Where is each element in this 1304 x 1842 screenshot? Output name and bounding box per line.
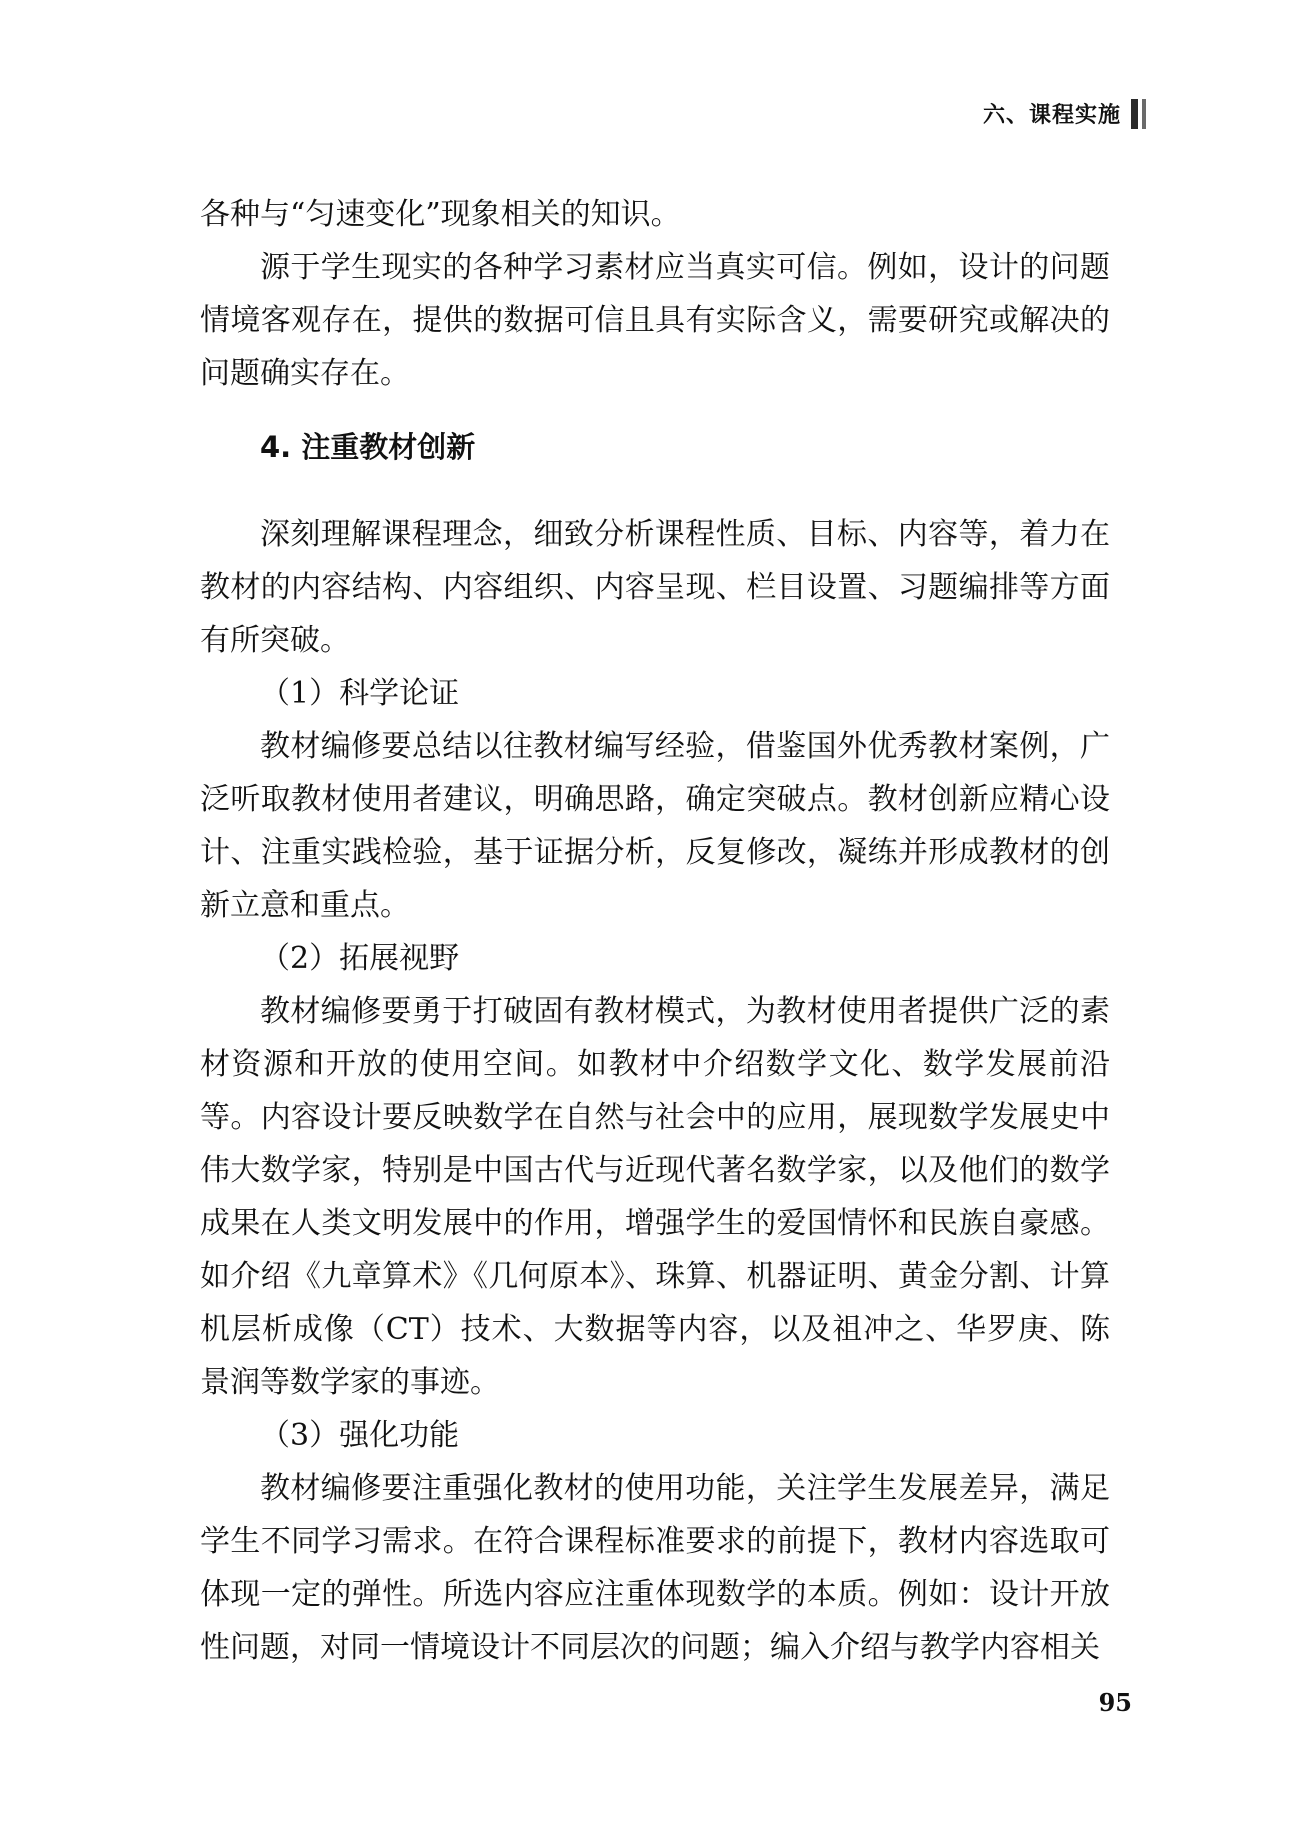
- subheading-broaden-horizons: （2）拓展视野: [260, 941, 460, 976]
- subheading-strengthen-function: （3）强化功能: [260, 1418, 460, 1453]
- paragraph-innovation-intro: 深刻理解课程理念，细致分析课程性质、目标、内容等，着力在教材的内容结构、内容组织、内容呈现、栏目设置、习题编排等方面有所突破。: [200, 517, 1110, 658]
- paragraph-continuation: 各种与“匀速变化”现象相关的知识。: [200, 197, 681, 232]
- running-head: [983, 98, 1146, 129]
- head-bar-thin: [1142, 99, 1146, 129]
- running-head-bars-decoration: [1131, 99, 1146, 129]
- page-number: 95: [1098, 1688, 1132, 1717]
- page-body: [200, 188, 1110, 1674]
- paragraph-learning-materials: 源于学生现实的各种学习素材应当真实可信。例如，设计的问题情境客观存在，提供的数据可信且具有实际含义，需要研究或解决的问题确实存在。: [200, 250, 1110, 391]
- section-heading: 4. 注重教材创新: [260, 430, 476, 464]
- running-head-title: 六、课程实施: [982, 103, 1121, 128]
- paragraph-strengthen-function: 教材编修要注重强化教材的使用功能，关注学生发展差异，满足学生不同学习需求。在符合课程标准要求的前提下，教材内容选取可体现一定的弹性。所选内容应注重体现数学的本质。例如：设计开放性问题，对同一情境设计不同层次的问题；编入介绍与教学内容相关: [200, 1471, 1110, 1665]
- subheading-scientific-argument: （1）科学论证: [260, 676, 460, 711]
- paragraph-scientific-argument: 教材编修要总结以往教材编写经验，借鉴国外优秀教材案例，广泛听取教材使用者建议，明确思路，确定突破点。教材创新应精心设计、注重实践检验，基于证据分析，反复修改，凝练并形成教材的创新立意和重点。: [200, 729, 1110, 923]
- head-bar-thick: [1131, 99, 1138, 129]
- paragraph-broaden-horizons: 教材编修要勇于打破固有教材模式，为教材使用者提供广泛的素材资源和开放的使用空间。如教材中介绍数学文化、数学发展前沿等。内容设计要反映数学在自然与社会中的应用，展现数学发展史中伟大数学家，特别是中国古代与近现代著名数学家，以及他们的数学成果在人类文明发展中的作用，增强学生的爱国情怀和民族自豪感。如介绍《九章算术》《几何原本》、珠算、机器证明、黄金分割、计算机层析成像（CT）技术、大数据等内容，以及祖冲之、华罗庚、陈景润等数学家的事迹。: [200, 994, 1110, 1400]
